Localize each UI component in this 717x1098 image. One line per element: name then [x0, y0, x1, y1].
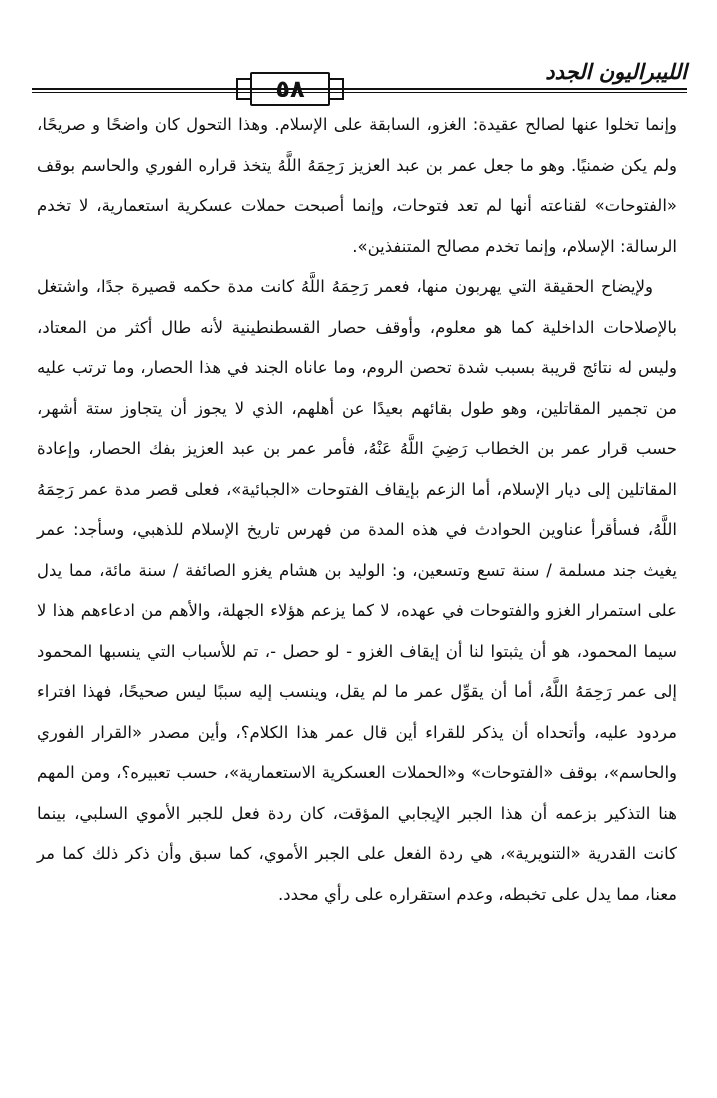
header-rule-thin — [32, 92, 687, 93]
page-header — [32, 52, 687, 102]
paragraph: وإنما تخلوا عنها لصالح عقيدة: الغزو، السابقة على الإسلام. وهذا التحول كان واضحًا و صريحًا، ولم يكن ضمنيًا. وهو ما جعل عمر بن عبد العزيز رَحِمَهُ اللَّهُ يتخذ قراره الفوري والحاسم بوقف «الفتوحات» لقناعته أنها لم تعد فتوحات، وإنما أصبحت حملات عسكرية استعمارية، لا تخدم الرسالة: الإسلام، وإنما تخدم مصالح المتنفذين». — [37, 115, 677, 256]
running-title: الليبراليون الجدد — [545, 60, 687, 84]
paragraph: ولإيضاح الحقيقة التي يهربون منها، فعمر رَحِمَهُ اللَّهُ كانت مدة حكمه قصيرة جدًا، واشتغل بالإصلاحات الداخلية كما هو معلوم، وأوقف حصار القسطنطينية لأنه طال أكثر من المعتاد، وليس له نتائج قريبة بسبب شدة تحصن الروم، وما عاناه الجند في هذا الحصار، وما ترتب عليه من تجمير المقاتلين، وهو طول بقائهم بعيدًا عن أهلهم، الذي لا يجوز أن يتجاوز ستة أشهر، حسب قرار عمر بن الخطاب رَضِيَ اللَّهُ عَنْهُ، فأمر عمر بن عبد العزيز بفك الحصار، وإعادة المقاتلين إلى ديار الإسلام، أما الزعم بإيقاف الفتوحات «الجبائية»، فعلى قصر مدة عمر رَحِمَهُ اللَّهُ، فسأقرأ عناوين الحوادث في هذه المدة من فهرس تاريخ الإسلام للذهبي، وسأجد: عمر يغيث جند مسلمة / سنة تسع وتسعين، و: الوليد بن هشام يغزو الصائفة / سنة مائة، مما يدل على استمرار الغزو والفتوحات في عهده، لا كما يزعم هؤلاء الجهلة، والأهم من ادعاءهم هذا لا سيما المحمود، هو أن يثبتوا لنا أن إيقاف الغزو - لو حصل -، تم للأسباب التي ينسبها المحمود إلى عمر رَحِمَهُ اللَّهُ، أما أن يقوِّل عمر ما لم يقل، وينسب إليه سببًا ليس صحيحًا، فهذا افتراء مردود عليه، وأتحداه أن يذكر للقراء أين قال عمر هذا الكلام؟، وأين مصدر «القرار الفوري والحاسم»، بوقف «الفتوحات» و«الحملات العسكرية الاستعمارية»، حسب تعبيره؟، ومن المهم هنا التذكير بزعمه أن هذا الجبر الإيجابي المؤقت، كان ردة فعل للجبر الأموي السلبي، بينما كانت القدرية «التنويرية»، هي ردة الفعل على الجبر الأموي، كما سبق وأن ذكر ذلك كما مر معنا، مما يدل على تخبطه، وعدم استقراره على رأي محدد. — [37, 277, 677, 904]
header-rule — [32, 88, 687, 90]
body-text — [37, 105, 677, 915]
